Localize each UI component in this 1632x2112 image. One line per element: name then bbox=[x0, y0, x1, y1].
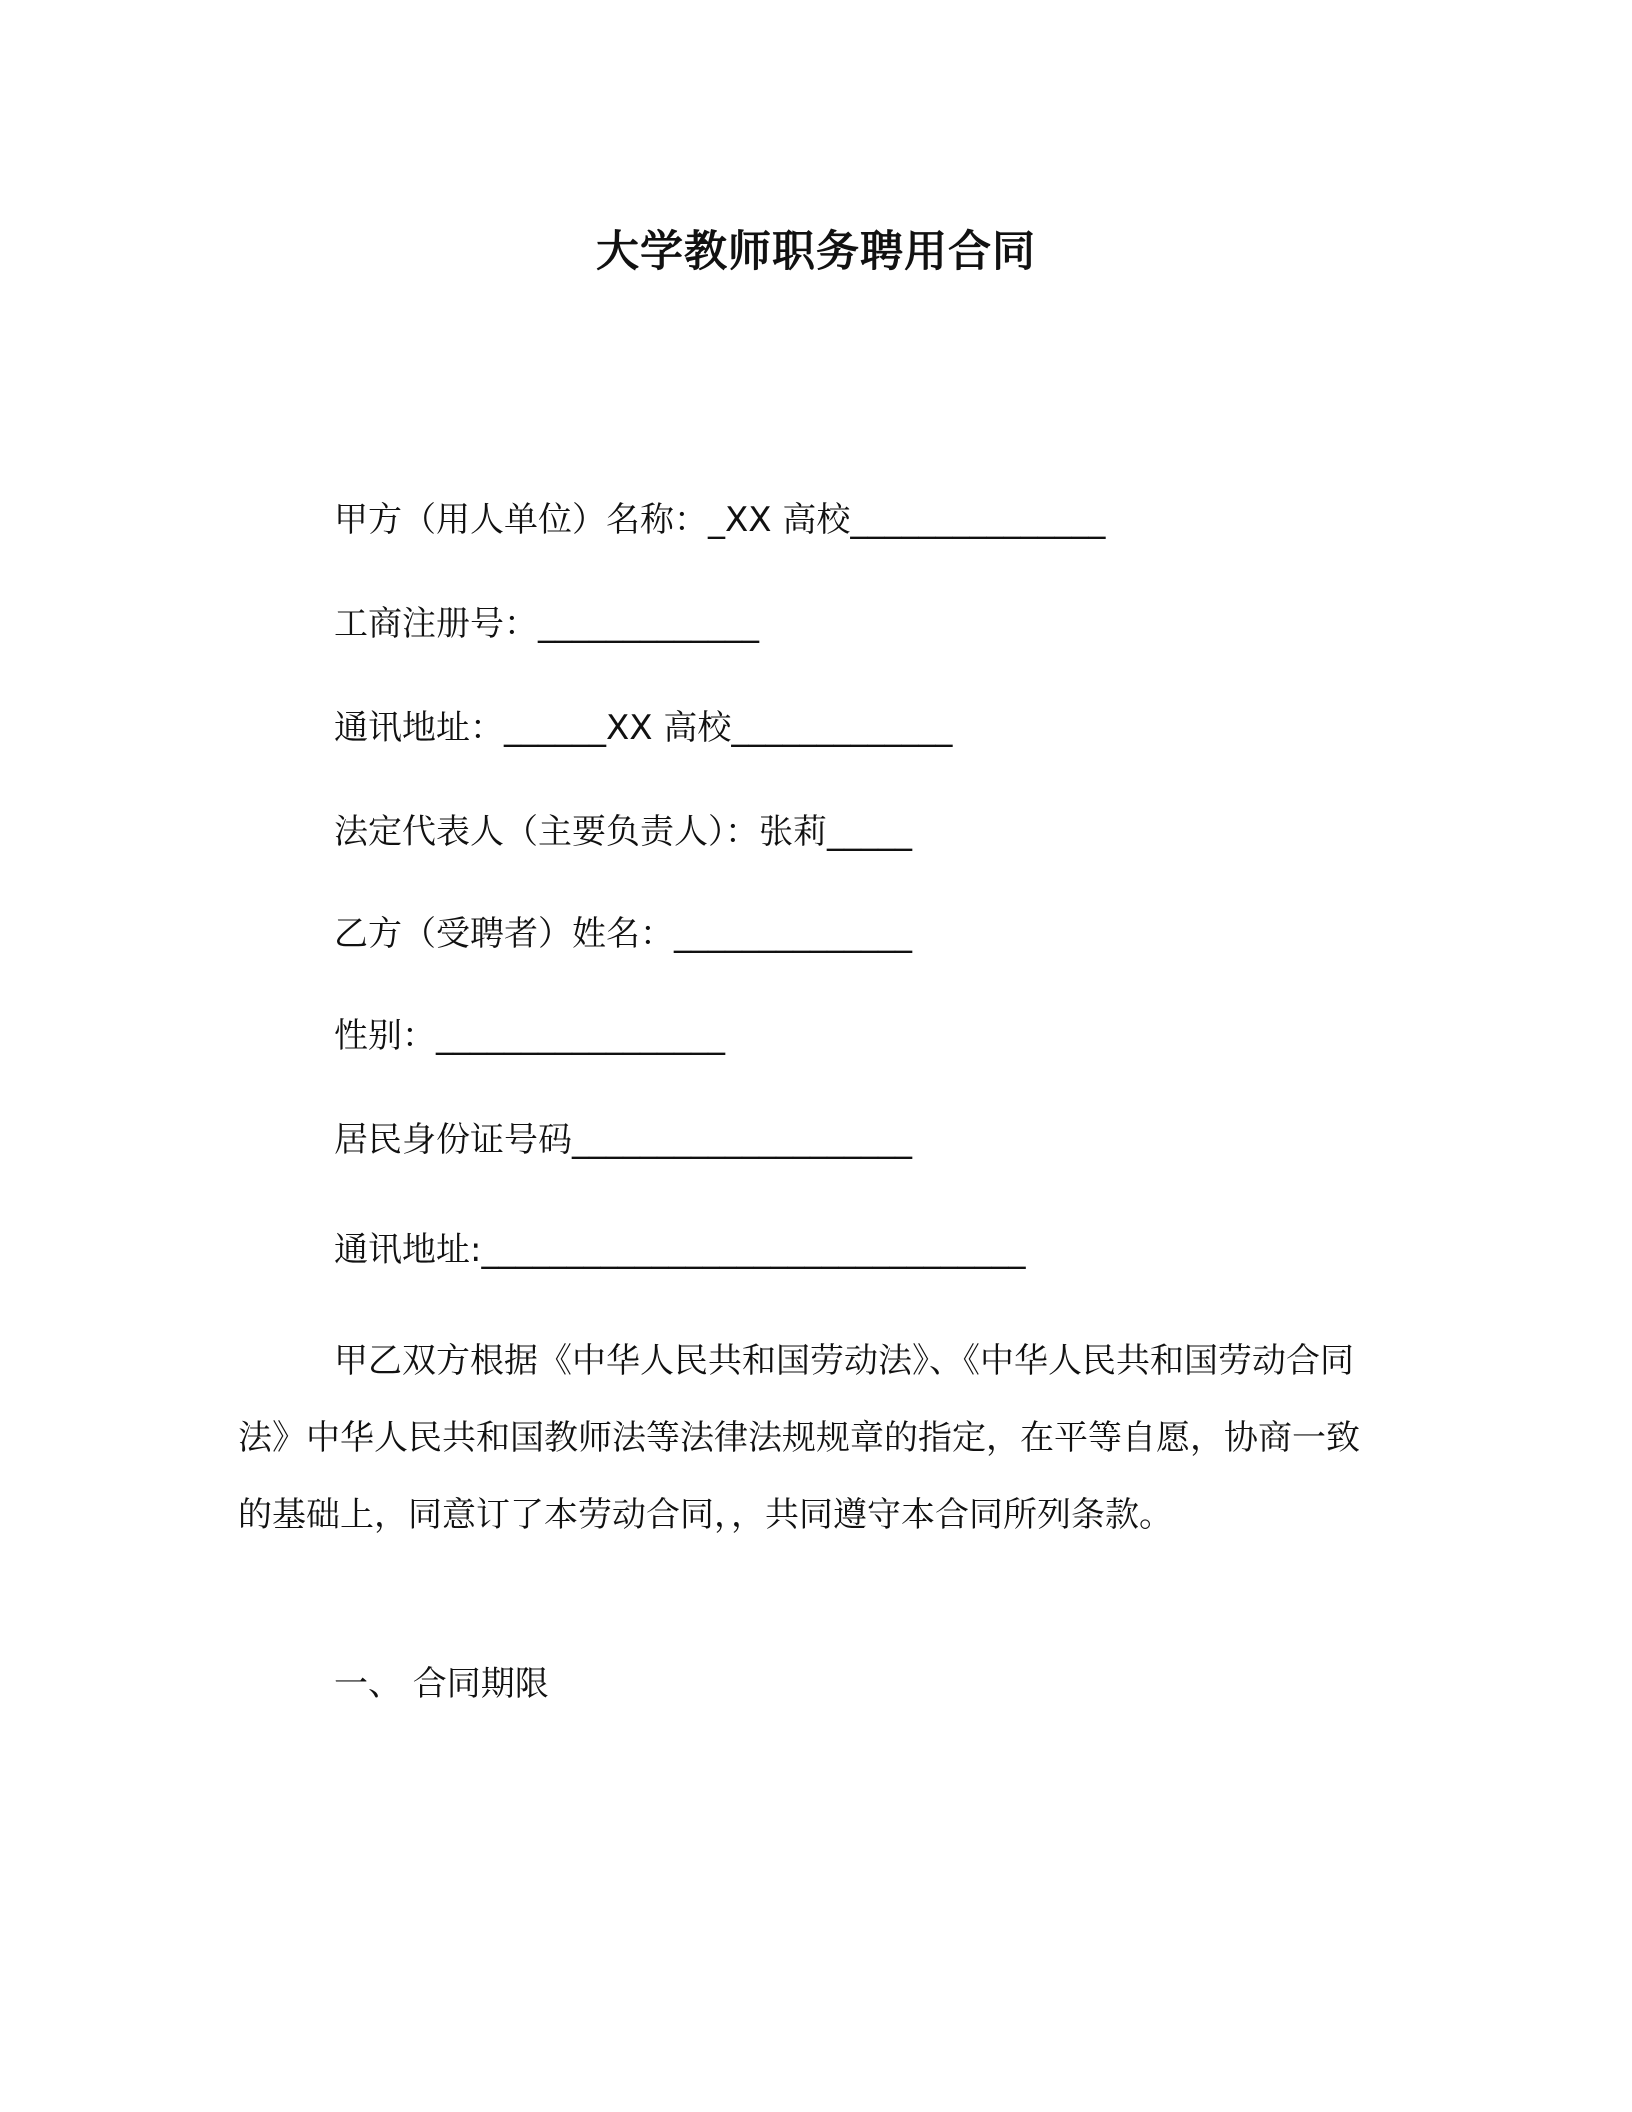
party-a-address-field: 通讯地址：______XX 高校_____________ bbox=[334, 708, 953, 748]
id-number-field: 居民身份证号码____________________ bbox=[334, 1120, 912, 1160]
party-b-address-field: 通讯地址:________________________________ bbox=[334, 1230, 1026, 1270]
business-registration-field: 工商注册号：_____________ bbox=[334, 604, 759, 644]
party-a-name-field: 甲方（用人单位）名称：_XX 高校_______________ bbox=[334, 500, 1106, 540]
gender-field: 性别：_________________ bbox=[334, 1016, 725, 1056]
document-title: 大学教师职务聘用合同 bbox=[596, 227, 1036, 277]
party-b-name-field: 乙方（受聘者）姓名：______________ bbox=[334, 914, 912, 954]
legal-representative-field: 法定代表人（主要负责人）：张莉_____ bbox=[334, 812, 912, 852]
contract-preamble-paragraph: 甲乙双方根据《中华人民共和国劳动法》、《中华人民共和国劳动合同法》中华人民共和国教师法等法律法规规章的指定，在平等自愿，协商一致的基础上，同意订了本劳动合同，，共同遵守本合同所列条款。 bbox=[238, 1341, 1360, 1535]
section-heading-term: 一、 合同期限 bbox=[334, 1664, 549, 1704]
